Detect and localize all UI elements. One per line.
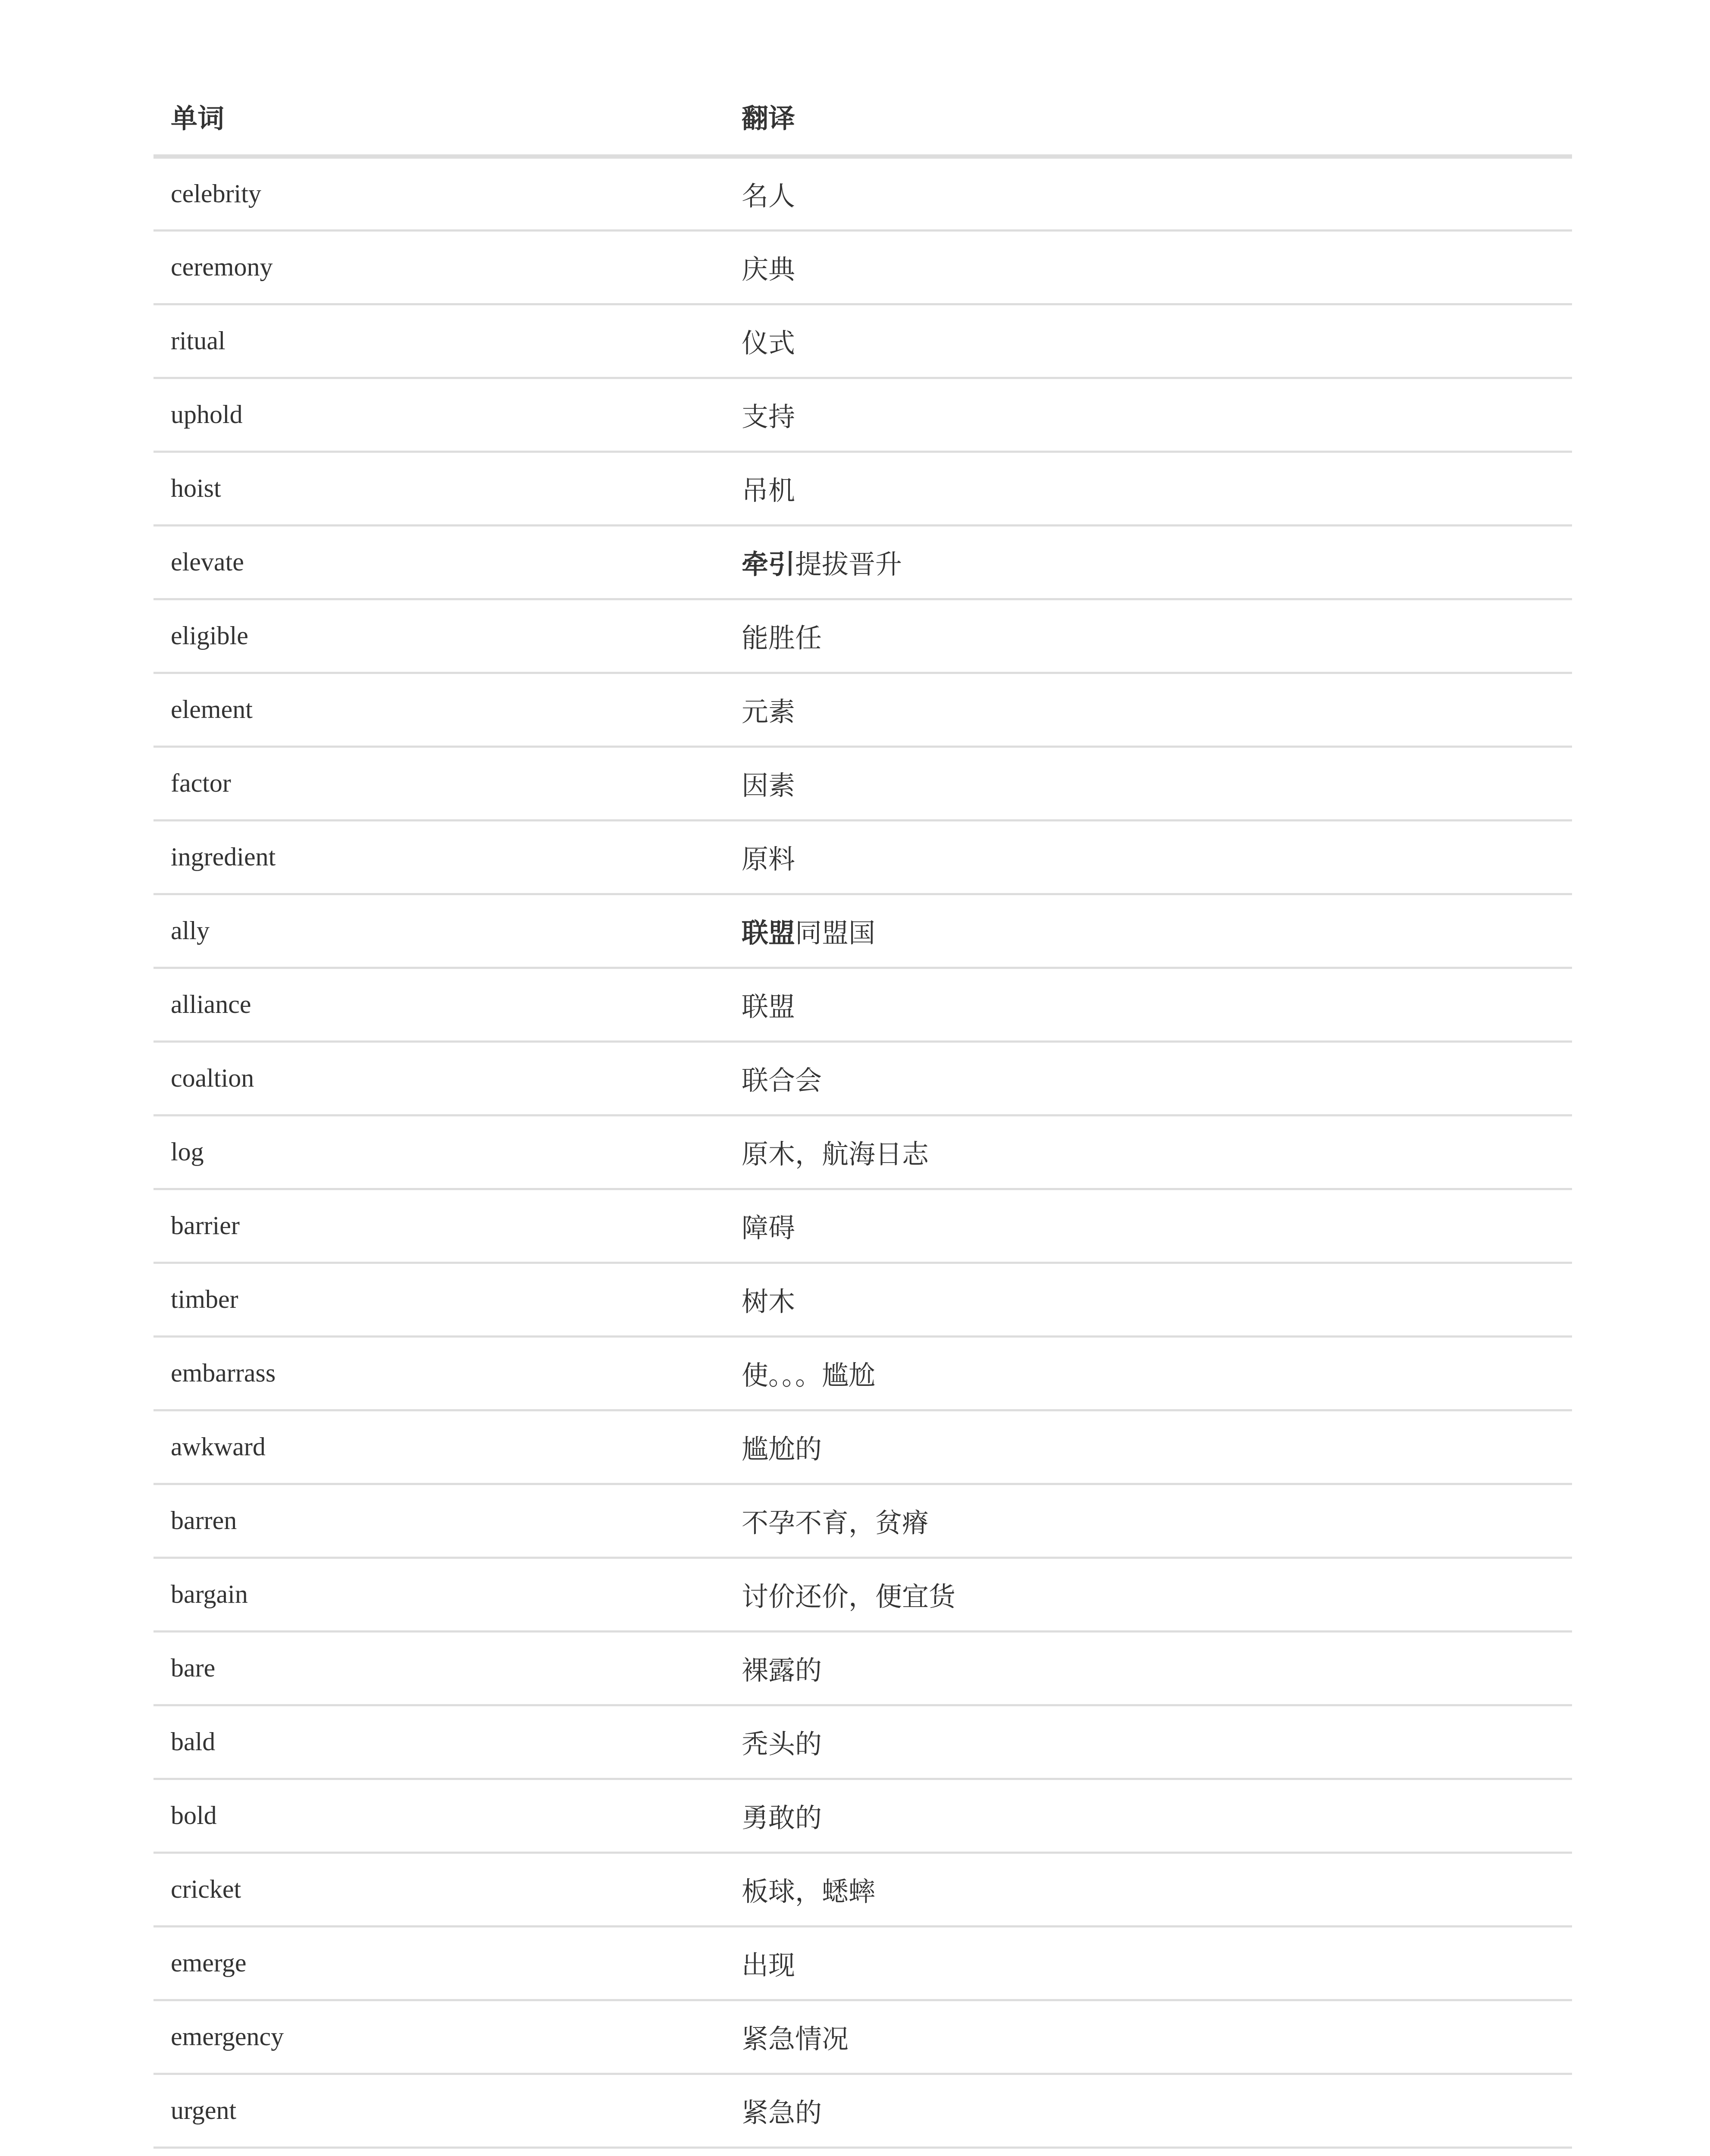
word-cell: bald — [153, 1705, 724, 1779]
word-cell: factor — [153, 746, 724, 820]
translation-cell — [724, 1631, 1572, 1705]
translation-text: 勇敢的 — [742, 1802, 822, 1833]
table-row — [153, 599, 1572, 673]
translation-text: 庆典 — [742, 254, 795, 285]
word-cell: emergency — [153, 2000, 724, 2074]
translation-cell — [724, 1115, 1572, 1189]
translation-text: 联合会 — [742, 1065, 822, 1096]
translation-cell — [724, 378, 1572, 451]
word-cell: bargain — [153, 1557, 724, 1631]
table-row — [153, 1557, 1572, 1631]
table-row — [153, 2147, 1572, 2156]
table-row — [153, 1115, 1572, 1189]
table-row — [153, 1852, 1572, 1926]
translation-text: 提拔晋升 — [795, 548, 902, 580]
table-row — [153, 968, 1572, 1041]
translation-text: 原料 — [742, 843, 795, 875]
word-cell: log — [153, 1115, 724, 1189]
word-cell: celebrity — [153, 157, 724, 230]
translation-text: 使。。。尴尬 — [742, 1360, 876, 1391]
table-row — [153, 1705, 1572, 1779]
translation-text: 因素 — [742, 770, 795, 801]
word-cell: ceremony — [153, 230, 724, 304]
translation-cell — [724, 1041, 1572, 1115]
table-row — [153, 673, 1572, 746]
translation-cell — [724, 1852, 1572, 1926]
word-cell: element — [153, 673, 724, 746]
translation-cell — [724, 1926, 1572, 2000]
table-row — [153, 1410, 1572, 1484]
translation-cell — [724, 1410, 1572, 1484]
translation-cell — [724, 230, 1572, 304]
table-row — [153, 1926, 1572, 2000]
translation-text: 支持 — [742, 401, 795, 432]
table-row — [153, 894, 1572, 968]
translation-cell — [724, 157, 1572, 230]
vocabulary-page — [153, 78, 1572, 2156]
table-row — [153, 157, 1572, 230]
table-row — [153, 1263, 1572, 1336]
translation-cell — [724, 2000, 1572, 2074]
translation-cell — [724, 525, 1572, 599]
word-cell: awkward — [153, 1410, 724, 1484]
translation-cell — [724, 968, 1572, 1041]
translation-text: 紧急的 — [742, 2097, 822, 2128]
word-cell: alliance — [153, 968, 724, 1041]
translation-text: 出现 — [742, 1949, 795, 1981]
translation-cell — [724, 451, 1572, 525]
word-cell: emerge — [153, 1926, 724, 2000]
table-row — [153, 525, 1572, 599]
word-cell: ingredient — [153, 820, 724, 894]
word-cell: barren — [153, 1484, 724, 1557]
table-row — [153, 820, 1572, 894]
word-cell: urgent — [153, 2074, 724, 2147]
table-row — [153, 2000, 1572, 2074]
word-cell: timber — [153, 1263, 724, 1336]
translation-text: 尴尬的 — [742, 1433, 822, 1465]
translation-cell — [724, 1263, 1572, 1336]
word-cell: eligible — [153, 599, 724, 673]
translation-cell — [724, 1705, 1572, 1779]
translation-text: 元素 — [742, 696, 795, 727]
word-cell: cricket — [153, 1852, 724, 1926]
table-row — [153, 2074, 1572, 2147]
table-row — [153, 304, 1572, 378]
word-cell: barrier — [153, 1189, 724, 1263]
translation-cell — [724, 1484, 1572, 1557]
word-cell: bare — [153, 1631, 724, 1705]
translation-text: 树木 — [742, 1286, 795, 1317]
translation-cell — [724, 746, 1572, 820]
word-cell: elevate — [153, 525, 724, 599]
translation-cell — [724, 1779, 1572, 1852]
translation-text: 同盟国 — [795, 917, 876, 949]
word-cell: ally — [153, 894, 724, 968]
word-cell: bold — [153, 1779, 724, 1852]
translation-bold-text: 联盟 — [742, 917, 795, 949]
translation-text: 原木，航海日志 — [742, 1138, 929, 1170]
word-cell: coaltion — [153, 1041, 724, 1115]
word-cell: ritual — [153, 304, 724, 378]
translation-cell — [724, 599, 1572, 673]
word-cell: uphold — [153, 378, 724, 451]
translation-text: 联盟 — [742, 991, 795, 1022]
translation-bold-text: 牵引 — [742, 548, 795, 580]
word-cell: embarrass — [153, 1336, 724, 1410]
table-row — [153, 1631, 1572, 1705]
word-cell: hoist — [153, 451, 724, 525]
table-row — [153, 230, 1572, 304]
translation-cell — [724, 2074, 1572, 2147]
translation-cell — [724, 1336, 1572, 1410]
word-cell — [153, 2147, 724, 2156]
translation-cell — [724, 2147, 1572, 2156]
table-row — [153, 1484, 1572, 1557]
translation-cell — [724, 1557, 1572, 1631]
translation-text: 能胜任 — [742, 622, 822, 654]
translation-text: 紧急情况 — [742, 2023, 849, 2055]
column-header-word: 单词 — [153, 78, 724, 157]
translation-text: 仪式 — [742, 327, 795, 359]
translation-text: 裸露的 — [742, 1655, 822, 1686]
translation-text: 秃头的 — [742, 1728, 822, 1760]
table-row — [153, 746, 1572, 820]
translation-cell — [724, 820, 1572, 894]
translation-text: 不孕不育，贫瘠 — [742, 1507, 929, 1539]
translation-text: 板球，蟋蟀 — [742, 1876, 876, 1907]
translation-cell — [724, 894, 1572, 968]
table-row — [153, 451, 1572, 525]
translation-text: 吊机 — [742, 475, 795, 506]
table-row — [153, 1779, 1572, 1852]
translation-cell — [724, 673, 1572, 746]
translation-text: 讨价还价，便宜货 — [742, 1581, 956, 1612]
translation-cell — [724, 1189, 1572, 1263]
vocabulary-table — [153, 78, 1572, 2156]
table-row — [153, 1041, 1572, 1115]
table-body — [153, 157, 1572, 2156]
table-row — [153, 378, 1572, 451]
translation-cell — [724, 304, 1572, 378]
column-header-translation: 翻译 — [724, 78, 1572, 157]
table-row — [153, 1189, 1572, 1263]
translation-text: 障碍 — [742, 1212, 795, 1244]
table-row — [153, 1336, 1572, 1410]
table-header-row — [153, 78, 1572, 157]
translation-text: 名人 — [742, 180, 795, 212]
